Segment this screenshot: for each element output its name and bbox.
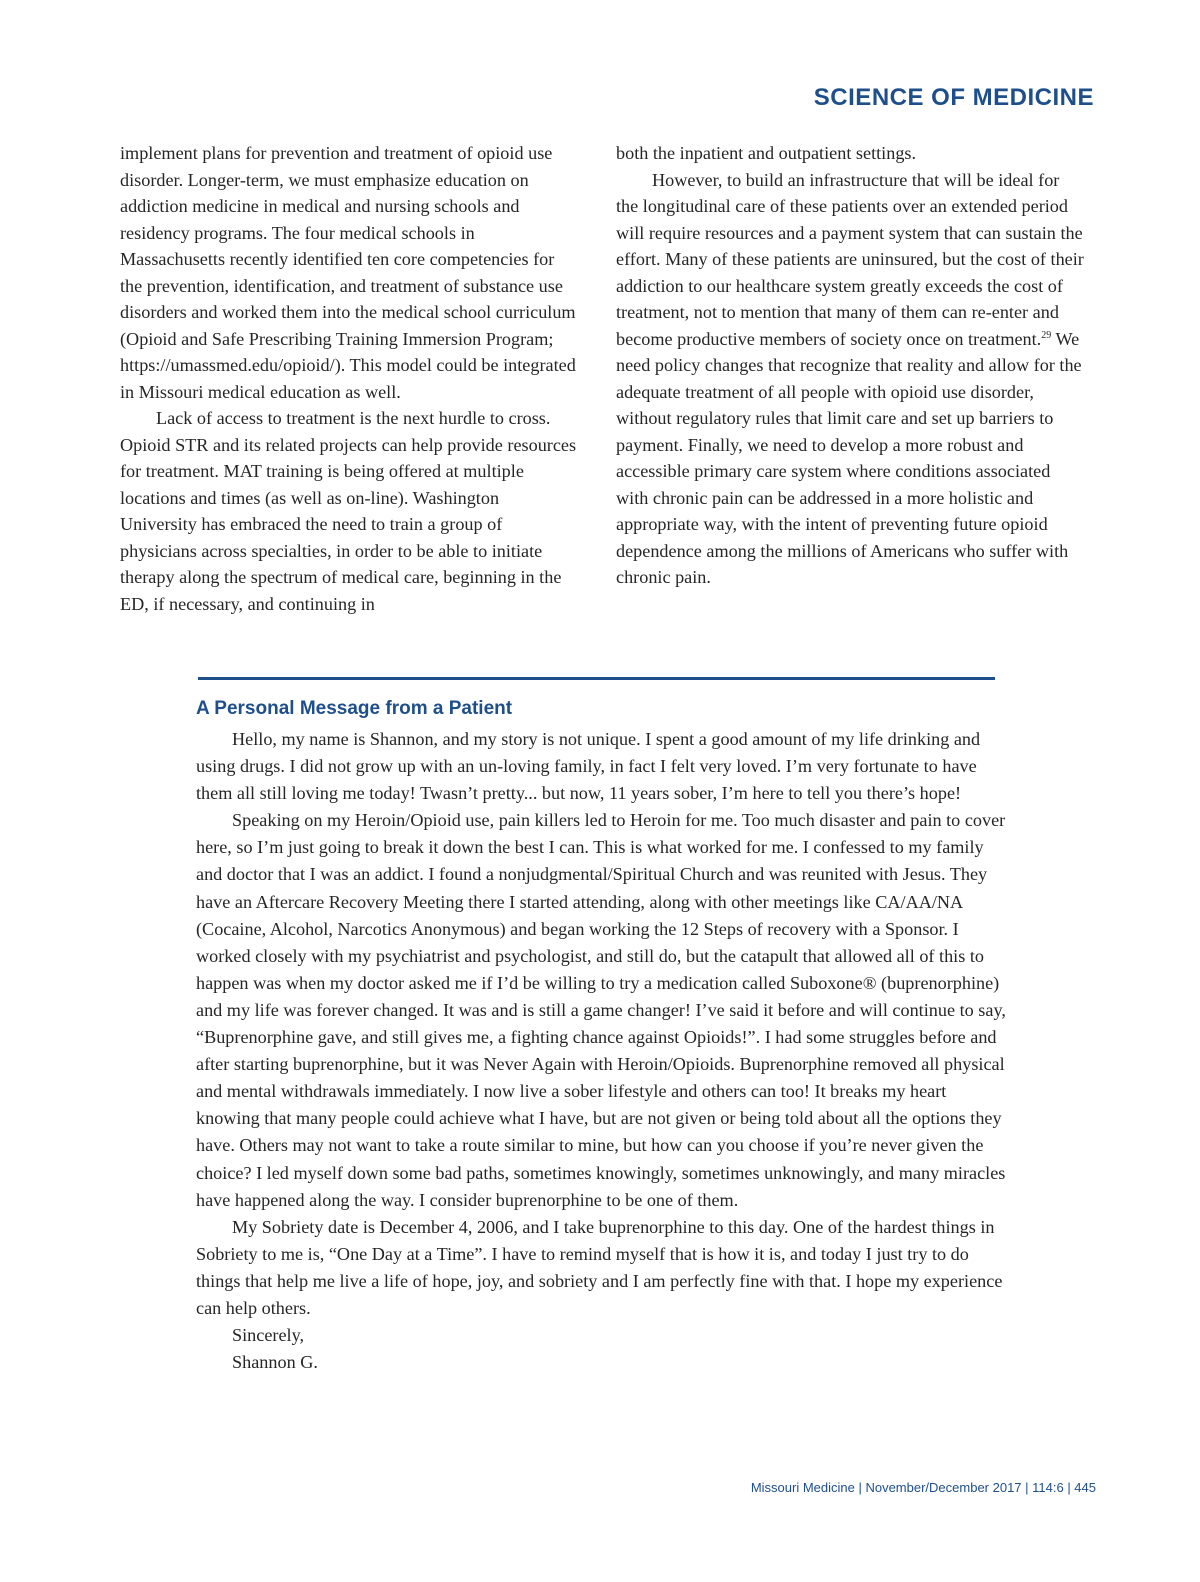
- article-right-column: [616, 140, 1086, 591]
- letter-paragraph: Hello, my name is Shannon, and my story is not unique. I spent a good amount of my life drinking and using drugs. I did not grow up with an un-loving family, in fact I felt very loved. I’m very fortunate to have them all still loving me today! Twasn’t pretty... but now, 11 years sober, I’m here to tell you there’s hope!: [196, 729, 981, 804]
- letter-signature: Shannon G.: [232, 1352, 318, 1373]
- letter-paragraph: My Sobriety date is December 4, 2006, and I take buprenorphine to this day. One of the hardest things in Sobriety to me is, “One Day at a Time”. I have to remind myself that is how it is, and today I just try to do things that help me live a life of hope, joy, and sobriety and I am perfectly fine with that. I hope my experience can help others.: [196, 1216, 1003, 1318]
- patient-letter: [196, 726, 1014, 1376]
- article-text: However, to build an infrastructure that will be ideal for the longitudinal care of these patients over an extended period will require resources and a payment system that can sustain the effort. Many of these patients are uninsured, but the cost of their addiction to our healthcare system greatly exceeds the cost of treatment, not to mention that many of them can re-enter and become productive members of society once on treatment.: [616, 169, 1084, 349]
- reference-superscript: 29: [1041, 329, 1052, 341]
- article-paragraph: Lack of access to treatment is the next hurdle to cross. Opioid STR and its related projects can help provide resources for treatment. MAT training is being offered at multiple locations and times (as well as on-line). Washington University has embraced the need to train a group of physicians across specialties, in order to be able to initiate therapy along the spectrum of medical care, beginning in the ED, if necessary, and continuing in: [120, 408, 577, 614]
- article-paragraph: [616, 167, 1086, 591]
- letter-closing: Sincerely,: [232, 1325, 305, 1346]
- article-paragraph: implement plans for prevention and treatment of opioid use disorder. Longer-term, we must emphasize education on addiction medicine in medical and nursing schools and residency programs. The four medical schools in Massachusetts recently identified ten core competencies for the prevention, identification, and treatment of substance use disorders and worked them into the medical school curriculum (Opioid and Safe Prescribing Training Immersion Program; https://umassmed.edu/opioid/). This model could be integrated in Missouri medical education as well.: [120, 143, 576, 402]
- section-header: SCIENCE OF MEDICINE: [813, 84, 1094, 111]
- sidebar-divider: [198, 677, 995, 680]
- page-footer-citation: Missouri Medicine | November/December 2017 | 114:6 | 445: [750, 1480, 1096, 1495]
- sidebar-title: A Personal Message from a Patient: [196, 698, 513, 719]
- letter-paragraph: Speaking on my Heroin/Opioid use, pain killers led to Heroin for me. Too much disaster and pain to cover here, so I’m just going to break it down the best I can. This is what worked for me. I confessed to my family and doctor that I was an addict. I found a nonjudgmental/Spiritual Church and was reunited with Jesus. They have an Aftercare Recovery Meeting there I started attending, along with other meetings like CA/AA/NA (Cocaine, Alcohol, Narcotics Anonymous) and began working the 12 Steps of recovery with a Sponsor. I worked closely with my psychiatrist and psychologist, and still do, but the catapult that allowed all of this to happen was when my doctor asked me if I’d be willing to try a medication called Suboxone® (buprenorphine) and my life was forever changed. It was and is still a game changer! I’ve said it before and will continue to say, “Buprenorphine gave, and still gives me, a fighting chance against Opioids!”. I had some struggles before and after starting buprenorphine, but it was Never Again with Heroin/Opioids. Buprenorphine removed all physical and mental withdrawals immediately. I now live a sober lifestyle and others can too! It breaks my heart knowing that many people could achieve what I have, but are not given or being told about all the options they have. Others may not want to take a route similar to mine, but how can you choose if you’re never given the choice? I led myself down some bad paths, sometimes knowingly, sometimes unknowingly, and many miracles have happened along the way. I consider buprenorphine to be one of them.: [196, 810, 1006, 1210]
- article-paragraph: both the inpatient and outpatient settings.: [616, 143, 917, 163]
- article-left-column: [120, 140, 580, 617]
- article-text: We need policy changes that recognize that reality and allow for the adequate treatment of all people with opioid use disorder, without regulatory rules that limit care and set up barriers to payment. Finally, we need to develop a more robust and accessible primary care system where conditions associated with chronic pain can be addressed in a more holistic and appropriate way, with the intent of preventing future opioid dependence among the millions of Americans who suffer with chronic pain.: [616, 328, 1082, 587]
